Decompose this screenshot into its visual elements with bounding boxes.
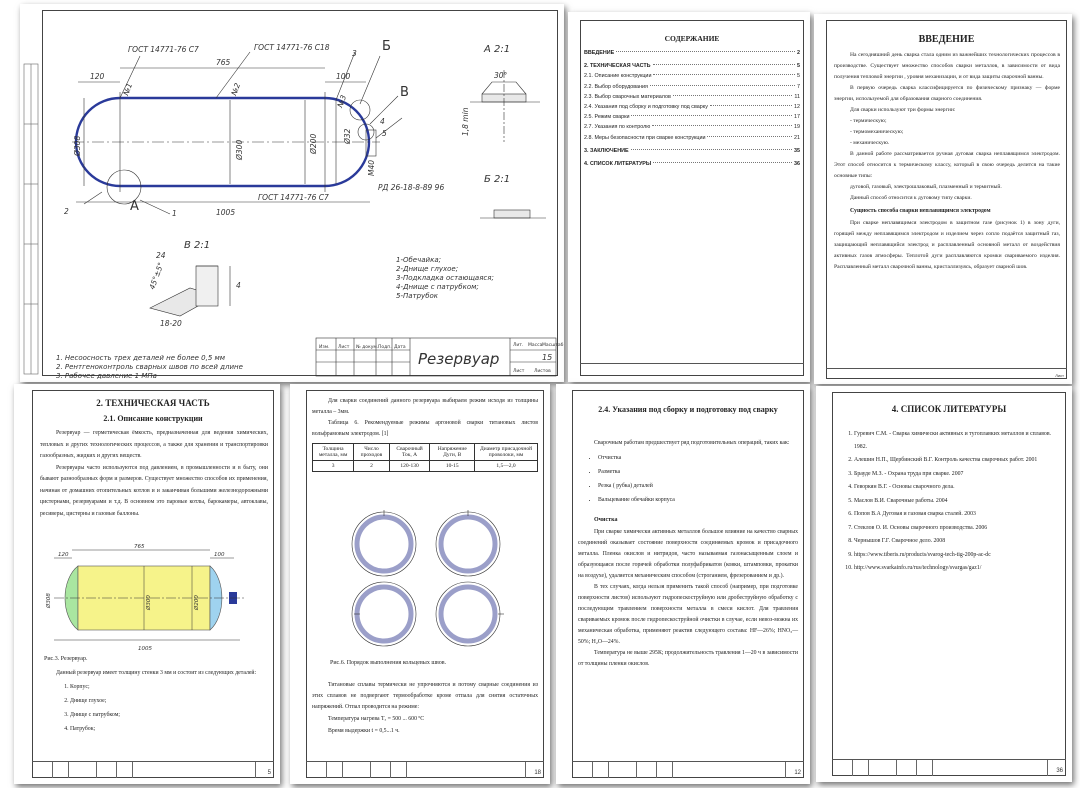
toc-entry-page: 5 bbox=[797, 73, 800, 80]
mode-p4: Температура нагрева Tₐ = 500 ... 600 ºC bbox=[328, 716, 425, 722]
mode-td-2: 120-130 bbox=[389, 461, 430, 472]
assembly-p1: Сварочным работам предшествует ряд подготовительных операций, таких как: bbox=[594, 440, 790, 446]
rd-note: РД 26-18-8-89 96 bbox=[378, 183, 445, 192]
toc-title: СОДЕРЖАНИЕ bbox=[664, 34, 720, 43]
intro-p6: Данный способ относится к дуговому типу сварки. bbox=[850, 195, 972, 201]
toc-entry-page: 17 bbox=[794, 114, 800, 121]
part-4: 4-Днище с патрубком; bbox=[396, 283, 479, 291]
intro-page-label: Лист bbox=[1055, 373, 1064, 378]
intro-p7: При сварке неплавящимся электродом в защитном газе (рисунок 1) в зону дуги, горящей между неплавящимся электродом и изделием через сопло подаётся защитный газ, защищающий неплавящийся электрод и расплавленный основной металл от воздействия активных газов атмосферы. Теплотой дуги расплавляются кромки свариваемого изделия. Расплавленный металл сварочной ванны, кристаллизуясь, образует сварной шов. bbox=[834, 220, 1060, 270]
mode-fig-caption: Рис.6. Порядок выполнения кольцевых швов. bbox=[330, 660, 447, 666]
mode-table-row bbox=[313, 461, 538, 472]
toc-entry-page: 21 bbox=[794, 134, 800, 141]
intro-p3: Для сварки используют три формы энергии: bbox=[850, 107, 956, 113]
assembly-stamp bbox=[572, 761, 804, 778]
toc-entry-page: 11 bbox=[794, 93, 800, 100]
stamp-scale: Масштаб bbox=[542, 343, 564, 348]
toc-entry bbox=[584, 102, 800, 112]
gost-bottom: ГОСТ 14771-76 С7 bbox=[258, 193, 329, 202]
part-5: 5-Патрубок bbox=[396, 292, 439, 300]
assembly-body bbox=[578, 438, 798, 670]
reference-item: 6. Попов В.А Дуговая и газовая сварка сталей. 2003 bbox=[854, 508, 1058, 521]
weld-mark-3: №3 bbox=[335, 93, 349, 109]
dim-1-8: 1,8 min bbox=[461, 107, 470, 136]
stamp-izm: Изм. bbox=[319, 345, 330, 350]
assembly-p4: Температура не выше 295К; продолжительность травления 1—20 ч в зависимости от толщины пленки окислов. bbox=[578, 650, 798, 667]
tech-subtitle: 2.1. Описание конструкции bbox=[103, 414, 203, 423]
leader-4: 4 bbox=[380, 117, 385, 126]
intro-subtitle: Сущность способа сварки неплавящимся электродом bbox=[850, 208, 991, 214]
gost-top-left: ГОСТ 14771-76 С7 bbox=[128, 45, 199, 54]
mode-td-0: 3 bbox=[313, 461, 354, 472]
mode-stamp bbox=[306, 761, 544, 778]
stamp-sheet: Лист bbox=[513, 369, 525, 374]
refs-title: 4. СПИСОК ЛИТЕРАТУРЫ bbox=[891, 404, 1007, 414]
refs-page: 36 bbox=[1056, 768, 1063, 774]
assembly-p2: При сварке химически активных металлов большое влияние на качество сварных соединений оказывает состояние поверхности соединяемых кромок и присадочного металла. Пленка окислов и нитридов, часто называемая газонасыщенным слоем и образующаяся после горячей обработки полуфабрикатов (ковки, штамповки, прокатки на воздухе), удаляется механическим способом (строганием, фрезерованием и др.). bbox=[578, 529, 798, 579]
scale-value: 15 bbox=[542, 353, 553, 362]
dim-1005: 1005 bbox=[216, 208, 236, 217]
tech-dim-765: 765 bbox=[134, 544, 145, 550]
mode-th-0: Толщина металла, мм bbox=[313, 444, 354, 461]
dim-120: 120 bbox=[90, 72, 105, 81]
leader-5: 5 bbox=[382, 129, 387, 138]
reference-item[interactable]: 10. http://www.svarkainfo.ru/rus/technology/svargas/gaz1/ bbox=[854, 562, 1058, 575]
weld-mark-1: №1 bbox=[121, 81, 135, 97]
toc-entry bbox=[584, 48, 800, 58]
toc-entry-text: 2.1. Описание конструкции bbox=[584, 73, 652, 80]
toc-entry-text: 2.3. Выбор сварочных материалов bbox=[584, 93, 671, 100]
toc-entry bbox=[584, 122, 800, 132]
tech-body-top bbox=[40, 428, 268, 520]
mode-th-3: Напряжение Дуги, В bbox=[430, 444, 475, 461]
assembly-ops bbox=[598, 451, 798, 507]
tech-stamp bbox=[32, 761, 274, 778]
intro-form-2: - термомеханическую; bbox=[850, 129, 904, 135]
tech-title: 2. ТЕХНИЧЕСКАЯ ЧАСТЬ bbox=[96, 398, 210, 408]
intro-sheet bbox=[814, 14, 1072, 384]
refs-stamp bbox=[832, 759, 1066, 776]
toc-entry-text: 2.8. Меры безопасности при сварке конструкции bbox=[584, 134, 706, 141]
toc-leader bbox=[631, 115, 792, 116]
mode-table-header bbox=[313, 444, 538, 461]
leader-2: 2 bbox=[64, 207, 69, 216]
tech-part-1: 1. Корпус; bbox=[70, 680, 268, 694]
tech-part-2: 2. Днище глухое; bbox=[70, 694, 268, 708]
stamp-date: Дата bbox=[394, 345, 406, 350]
intro-p2: В первую очередь сварка классифицируется по физическому признаку — форме энергии, используемой для образования сварного соединения. bbox=[834, 85, 1060, 102]
toc-leader bbox=[631, 149, 792, 150]
toc-entry bbox=[584, 146, 800, 156]
toc-list bbox=[584, 48, 800, 169]
ring-1 bbox=[357, 517, 411, 571]
leader-1: 1 bbox=[172, 209, 177, 218]
toc-leader bbox=[710, 105, 792, 106]
part-3: 3-Подкладка остающаяся; bbox=[396, 274, 494, 282]
stamp-list: Лист bbox=[338, 345, 350, 350]
intro-p5: дуговой, газовый, электрошлаковый, плазменный и термитный. bbox=[850, 184, 1002, 190]
mode-th-1: Число проходов bbox=[354, 444, 390, 461]
dim-765: 765 bbox=[216, 58, 231, 67]
mode-td-4: 1,5—2,0 bbox=[475, 461, 538, 472]
mode-p5: Время выдержки t = 0,5...1 ч. bbox=[328, 728, 400, 734]
toc-entry-text: ВВЕДЕНИЕ bbox=[584, 50, 615, 56]
view-b-label: Б 2:1 bbox=[484, 174, 511, 185]
toc-entry-page: 12 bbox=[794, 104, 800, 111]
note-1: 1. Несоосность трех деталей не более 0,5 мм bbox=[56, 354, 226, 362]
toc-leader bbox=[653, 64, 795, 65]
angle-45: 45°±5° bbox=[147, 261, 166, 291]
callout-v: В bbox=[400, 85, 409, 100]
note-2: 2. Рентгеноконтроль сварных швов по всей длине bbox=[56, 363, 243, 371]
toc-entry bbox=[584, 61, 800, 71]
mode-td-3: 10-15 bbox=[430, 461, 475, 472]
toc-leader bbox=[616, 51, 795, 52]
tech-dim-d308: Ø308 bbox=[46, 593, 52, 608]
toc-entry-page: 35 bbox=[794, 147, 800, 154]
reference-item: 1. Гуревич С.М. - Сварка химически активных и тугоплавких металлов и сплавов. 1982. bbox=[854, 428, 1058, 453]
callout-a: А bbox=[130, 199, 139, 214]
tech-p2: Резервуары часто используются под давлением, в промышленности и в быту, они бывают разнообразных форм и размеров. Существует множество способов их применения, начиная от домашних отопительных котлов и и заканчивая большими железнодорожными цистернами, резервуарами и т.д. В основном это паровые котлы, барокамеры, автоклавы, ресиверы, цистерны и газовые баллоны. bbox=[40, 464, 268, 517]
stamp-doc: № докум. bbox=[356, 345, 379, 350]
mode-p2: Таблица 6. Рекомендуемые режимы аргоновой сварки титановых листов вольфрамовым электродом. [1] bbox=[312, 420, 538, 437]
toc-entry bbox=[584, 92, 800, 102]
toc-leader bbox=[650, 85, 795, 86]
ring-4 bbox=[441, 587, 495, 641]
tech-page: 5 bbox=[267, 770, 271, 776]
toc-entry-text: 2. ТЕХНИЧЕСКАЯ ЧАСТЬ bbox=[584, 63, 651, 70]
tech-figure bbox=[14, 544, 280, 654]
tech-p3: Данный резервуар имеет толщину стенки 3 мм и состоит из следующих деталей: bbox=[56, 670, 257, 676]
stamp-lit: Лит. bbox=[513, 343, 524, 348]
toc-entry-text: 3. ЗАКЛЮЧЕНИЕ bbox=[584, 147, 629, 154]
mode-page: 18 bbox=[534, 770, 541, 776]
drawing-svg bbox=[20, 4, 564, 382]
intro-form-3: - механическую. bbox=[850, 140, 890, 146]
assembly-op-4: • Вальцевание обечайки корпуса bbox=[598, 493, 798, 507]
mode-p1: Для сварки соединений данного резервуара выбираем режим исходя из толщины металла – 3мм. bbox=[312, 398, 538, 415]
toc-entry bbox=[584, 133, 800, 143]
mode-body-bottom bbox=[312, 680, 538, 737]
note-3: 3. Рабочее давление 1 МПа bbox=[56, 372, 157, 380]
mode-th-2: Сварочный Ток, А bbox=[389, 444, 430, 461]
mode-th-4: Диаметр присадочной проволоки, мм bbox=[475, 444, 538, 461]
dim-4: 4 bbox=[236, 281, 241, 290]
assembly-subtitle: Очистка bbox=[594, 517, 618, 523]
toc-entry-text: 2.5. Режим сварки bbox=[584, 114, 630, 121]
toc-entry-text: 4. СПИСОК ЛИТЕРАТУРЫ bbox=[584, 161, 652, 168]
intro-p4: В данной работе рассматривается ручная дуговая сварка неплавящимся электродом. Этот способ относится к термическому классу, который в свою очередь делится на такие основные типы: bbox=[834, 151, 1060, 179]
mode-sheet bbox=[290, 384, 550, 784]
toc-entry-page: 7 bbox=[797, 83, 800, 90]
refs-list bbox=[840, 428, 1058, 575]
tech-dim-120: 120 bbox=[58, 552, 69, 558]
toc-entry-page: 36 bbox=[794, 161, 800, 168]
view-v-label: В 2:1 bbox=[184, 240, 211, 251]
intro-p1: На сегодняшний день сварка стала одним из важнейших технологических процессов в производстве. Существует множество способов сварки металлов, в зависимости от вида получения тепловой энергии , уровня механизации, и от вида защиты сварочной ванны. bbox=[834, 52, 1060, 80]
reference-item: 8. Чернышов Г.Г. Сварочное дело. 2008 bbox=[854, 535, 1058, 548]
tech-part-3: 3. Днище с патрубком; bbox=[70, 708, 268, 722]
weld-mark-2: №2 bbox=[229, 81, 243, 97]
tech-fig-caption: Рис.3. Резервуар. bbox=[44, 656, 88, 662]
toc-leader bbox=[653, 162, 792, 163]
dim-18-20: 18-20 bbox=[160, 319, 182, 328]
assembly-title: 2.4. Указания под сборку и подготовку под сварку bbox=[598, 405, 778, 414]
tech-body-bottom bbox=[40, 668, 268, 736]
tech-p1: Резервуар — герметическая ёмкость, предназначенная для ведения химических, тепловых и других технологических процессов, а также для хранения и транспортировки газообразных, жидких и других веществ. bbox=[40, 430, 268, 459]
tech-dim-d300: Ø300 bbox=[146, 595, 152, 610]
refs-sheet bbox=[816, 386, 1072, 782]
tech-dim-1005: 1005 bbox=[138, 646, 152, 652]
dim-d308: Ø308 bbox=[73, 135, 82, 156]
assembly-page: 12 bbox=[794, 770, 801, 776]
ring-3 bbox=[357, 587, 411, 641]
toc-entry-page: 2 bbox=[797, 50, 800, 56]
toc-entry-page: 5 bbox=[797, 63, 800, 70]
assembly-op-3: • Резка ( рубка) деталей bbox=[598, 479, 798, 493]
assembly-op-1: • Отчистка bbox=[598, 451, 798, 465]
tech-dim-100: 100 bbox=[214, 552, 225, 558]
mode-figure bbox=[290, 506, 550, 656]
toc-entry bbox=[584, 82, 800, 92]
dim-100: 100 bbox=[336, 72, 351, 81]
mode-td-1: 2 bbox=[354, 461, 390, 472]
drawing-title: Резервуар bbox=[418, 350, 500, 368]
mode-body-top bbox=[312, 396, 538, 472]
mode-p3: Титановые сплавы термически не упрочняются и потому сварные соединения из этих сплавов не подвергают термообработке кроме отпала для снятия остаточных напряжений. Отпал проводится на режиме: bbox=[312, 682, 538, 710]
part-1: 1-Обечайка; bbox=[396, 256, 441, 264]
intro-form-1: - термическую; bbox=[850, 118, 887, 124]
reference-item[interactable]: 9. https://www.tiberis.ru/products/svarog-tech-tig-200p-ac-dc bbox=[854, 549, 1058, 562]
stamp-mass: Масса bbox=[528, 343, 543, 348]
refs-body bbox=[840, 428, 1058, 576]
toc-entry bbox=[584, 112, 800, 122]
part-2: 2-Днище глухое; bbox=[396, 265, 459, 273]
ring-2 bbox=[441, 517, 495, 571]
reference-item: 4. Геворкян В.Г. - Основы сварочного дела. bbox=[854, 481, 1058, 494]
toc-entry-text: 2.4. Указания под сборку и подготовку под сварку bbox=[584, 104, 708, 111]
callout-b: Б bbox=[382, 39, 391, 54]
dim-d200: Ø200 bbox=[309, 133, 318, 154]
tech-part-4: 4. Патрубок; bbox=[70, 722, 268, 736]
gost-top-mid: ГОСТ 14771-76 С18 bbox=[254, 43, 330, 52]
toc-stamp bbox=[580, 363, 804, 376]
angle-30: 30° bbox=[494, 71, 508, 80]
tech-dim-d200: Ø200 bbox=[194, 595, 200, 610]
reference-item: 5. Маслов В.И. Сварочные работы. 2004 bbox=[854, 495, 1058, 508]
toc-leader bbox=[652, 125, 792, 126]
toc-entry-text: 2.2. Выбор оборудования bbox=[584, 83, 648, 90]
tech-parts-list bbox=[40, 680, 268, 736]
toc-leader bbox=[673, 95, 793, 96]
dim-d32: Ø32 bbox=[343, 128, 352, 144]
toc-entry-page: 19 bbox=[794, 124, 800, 131]
toc-sheet bbox=[568, 12, 810, 382]
reference-item: 2. Алешин Н.П., Щербинский В.Г. Контроль качества сварочных работ. 2001 bbox=[854, 454, 1058, 467]
toc-entry-text: 2.7. Указания по контролю bbox=[584, 124, 651, 131]
drawing-sheet bbox=[20, 4, 564, 382]
toc-leader bbox=[707, 136, 792, 137]
dim-24: 24 bbox=[156, 251, 166, 260]
tech-sheet bbox=[14, 384, 280, 784]
view-a-label: А 2:1 bbox=[484, 44, 511, 55]
toc-entry bbox=[584, 159, 800, 169]
mode-table bbox=[312, 443, 538, 472]
stamp-sheets: Листов bbox=[534, 369, 551, 374]
dim-d300: Ø300 bbox=[235, 139, 244, 160]
assembly-op-2: • Разметка bbox=[598, 465, 798, 479]
toc-entry bbox=[584, 71, 800, 81]
leader-3: 3 bbox=[352, 49, 357, 58]
toc-leader bbox=[653, 74, 795, 75]
intro-title: ВВЕДЕНИЕ bbox=[918, 34, 975, 45]
intro-body bbox=[834, 50, 1060, 273]
intro-stamp bbox=[826, 368, 1067, 379]
assembly-sheet bbox=[556, 384, 810, 784]
reference-item: 3. Брауде М.З. - Охрана труда при сварке. 2007 bbox=[854, 468, 1058, 481]
assembly-p3: В тех случаях, когда нельзя применить такой способ (например, при подготовке поверхности листов) используют гидропескоструйную или дробеструйную обработку с последующим травлением поверхности металла в смеси кислот. Для травления свариваемых кромок после гидропескоструйной очистки в случае, если невоз-можна их механическая обработка, применяют реактив следующего состава: HF—26%; HNO₃—50%; H₂O—24%. bbox=[578, 584, 798, 645]
dim-m40: M40 bbox=[367, 159, 376, 176]
reference-item: 7. Стеклов О. И. Основы сварочного производства. 2006 bbox=[854, 522, 1058, 535]
stamp-sign: Подп. bbox=[378, 345, 392, 350]
